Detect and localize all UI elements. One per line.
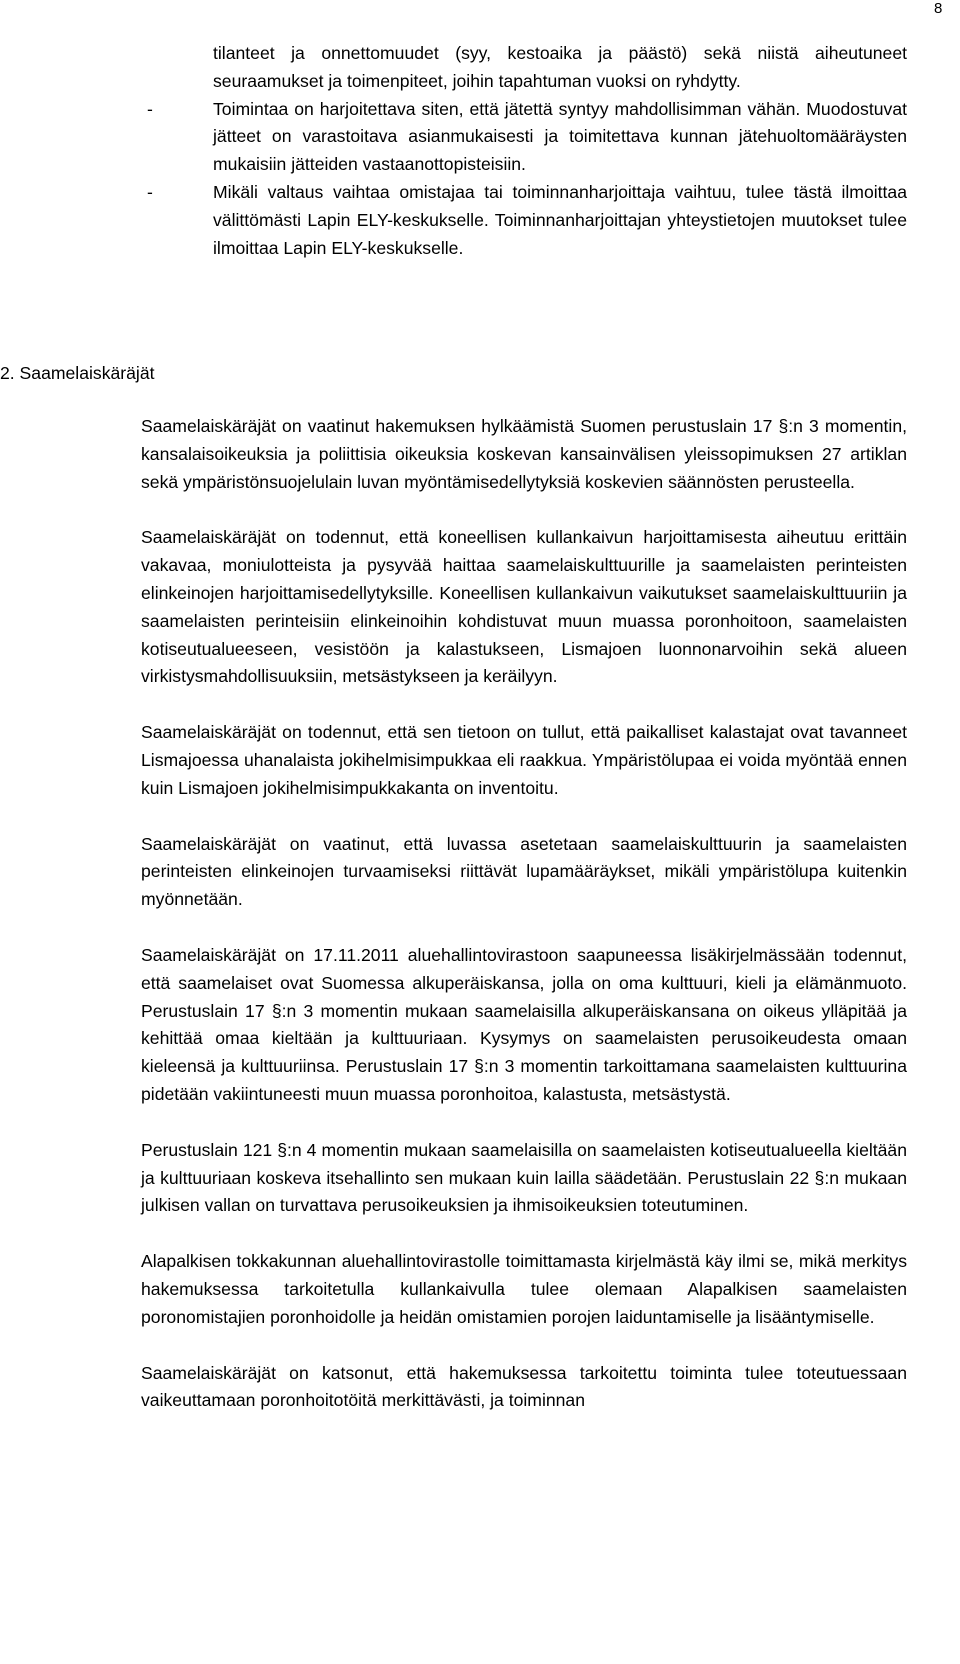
paragraph: Saamelaiskäräjät on 17.11.2011 aluehallintovirastoon saapuneessa lisäkirjelmässään todennut, että saamelaiset ovat Suomessa alkuperäiskansa, jolla on oma kulttuuri, kieli ja elämänmuoto. Perustuslain 17 §:n 3 momentin mukaan saamelaisilla alkuperäiskansana on oikeus ylläpitää ja kehittää omaa kieltään ja kulttuuriaan. Kysymys on saamelaisten perusoikeudesta omaan kieleensä ja kulttuuriinsa. Perustuslain 17 §:n 3 momentin tarkoittamana saamelaisten kulttuurina pidetään vakiintuneesti muun muassa poronhoitoa, kalastusta, metsästystä. bbox=[141, 944, 907, 1104]
list-marker: - bbox=[147, 181, 153, 202]
section-body bbox=[141, 413, 907, 1443]
list-item bbox=[147, 179, 907, 262]
paragraph: Saamelaiskäräjät on todennut, että koneellisen kullankaivun harjoittamisesta aiheutuu erittäin vakavaa, moniulotteista ja pysyvää haittaa saamelaiskulttuurille ja saamelaisten perinteisten elinkeinojen harjoittamisedellytyksille. Koneellisen kullankaivun vaikutukset saamelaiskulttuuriin ja saamelaisten perinteisiin elinkeinoihin kohdistuvat muun muassa poronhoitoon, saamelaisten kotiseutualueeseen, vesistöön ja kalastukseen, Lismajoen luonnonarvoihin sekä alueen virkistysmahdollisuuksiin, metsästykseen ja keräilyyn. bbox=[141, 527, 907, 687]
page-number: 8 bbox=[934, 0, 943, 17]
list-marker: - bbox=[147, 98, 153, 119]
permit-conditions-block bbox=[147, 40, 907, 262]
list-item bbox=[147, 96, 907, 179]
continued-paragraph: tilanteet ja onnettomuudet (syy, kestoaika ja päästö) sekä niistä aiheutuneet seuraamukset ja toimenpiteet, joihin tapahtuman vuoksi on ryhdytty. bbox=[213, 43, 907, 91]
paragraph: Saamelaiskäräjät on todennut, että sen tietoon on tullut, että paikalliset kalastajat ovat tavanneet Lismajoessa uhanalaista jokihelmisimpukkaa eli raakkua. Ympäristölupaa ei voida myöntää ennen kuin Lismajoen jokihelmisimpukkakanta on inventoitu. bbox=[141, 722, 907, 798]
section-heading: 2. Saamelaiskäräjät bbox=[0, 363, 155, 383]
list-item-text: Mikäli valtaus vaihtaa omistajaa tai toiminnanharjoittaja vaihtuu, tulee tästä ilmoittaa välittömästi Lapin ELY-keskukselle. Toiminnanharjoittajan yhteystietojen muutokset tulee ilmoittaa Lapin ELY-keskukselle. bbox=[213, 181, 907, 258]
paragraph: Alapalkisen tokkakunnan aluehallintovirastolle toimittamasta kirjelmästä käy ilmi se, mikä merkitys hakemuksessa tarkoitetulla kullankaivulla tulee olemaan Alapalkisen saamelaisten poronomistajien poronhoidolle ja heidän omistamien porojen laiduntamiselle ja lisääntymiselle. bbox=[141, 1251, 907, 1327]
list-item-text: Toimintaa on harjoitettava siten, että jätettä syntyy mahdollisimman vähän. Muodostuvat jätteet on varastoitava asianmukaisesti ja toimitettava kunnan jätehuoltomääräysten mukaisiin jätteiden vastaanottopisteisiin. bbox=[213, 98, 907, 175]
paragraph: Saamelaiskäräjät on katsonut, että hakemuksessa tarkoitettu toiminta tulee toteutuessaan vaikeuttamaan poronhoitotöitä merkittävästi, ja toiminnan bbox=[141, 1362, 907, 1411]
paragraph: Saamelaiskäräjät on vaatinut, että luvassa asetetaan saamelaiskulttuurin ja saamelaisten perinteisten elinkeinojen turvaamiseksi riittävät lupamääräykset, mikäli ympäristölupa kuitenkin myönnetään. bbox=[141, 833, 907, 910]
paragraph: Perustuslain 121 §:n 4 momentin mukaan saamelaisilla on saamelaisten kotiseutualueella kieltään ja kulttuuriaan koskeva itsehallinto sen mukaan kuin lailla säädetään. Perustuslain 22 §:n mukaan julkisen vallan on turvattava perusoikeuksien ja ihmisoikeuksien toteutuminen. bbox=[141, 1139, 907, 1216]
paragraph: Saamelaiskäräjät on vaatinut hakemuksen hylkäämistä Suomen perustuslain 17 §:n 3 momentin, kansalaisoikeuksia ja poliittisia oikeuksia koskevan kansainvälisen yleissopimuksen 27 artiklan sekä ympäristönsuojelulain luvan myöntämisedellytyksiä koskevien säännösten perusteella. bbox=[141, 416, 907, 492]
